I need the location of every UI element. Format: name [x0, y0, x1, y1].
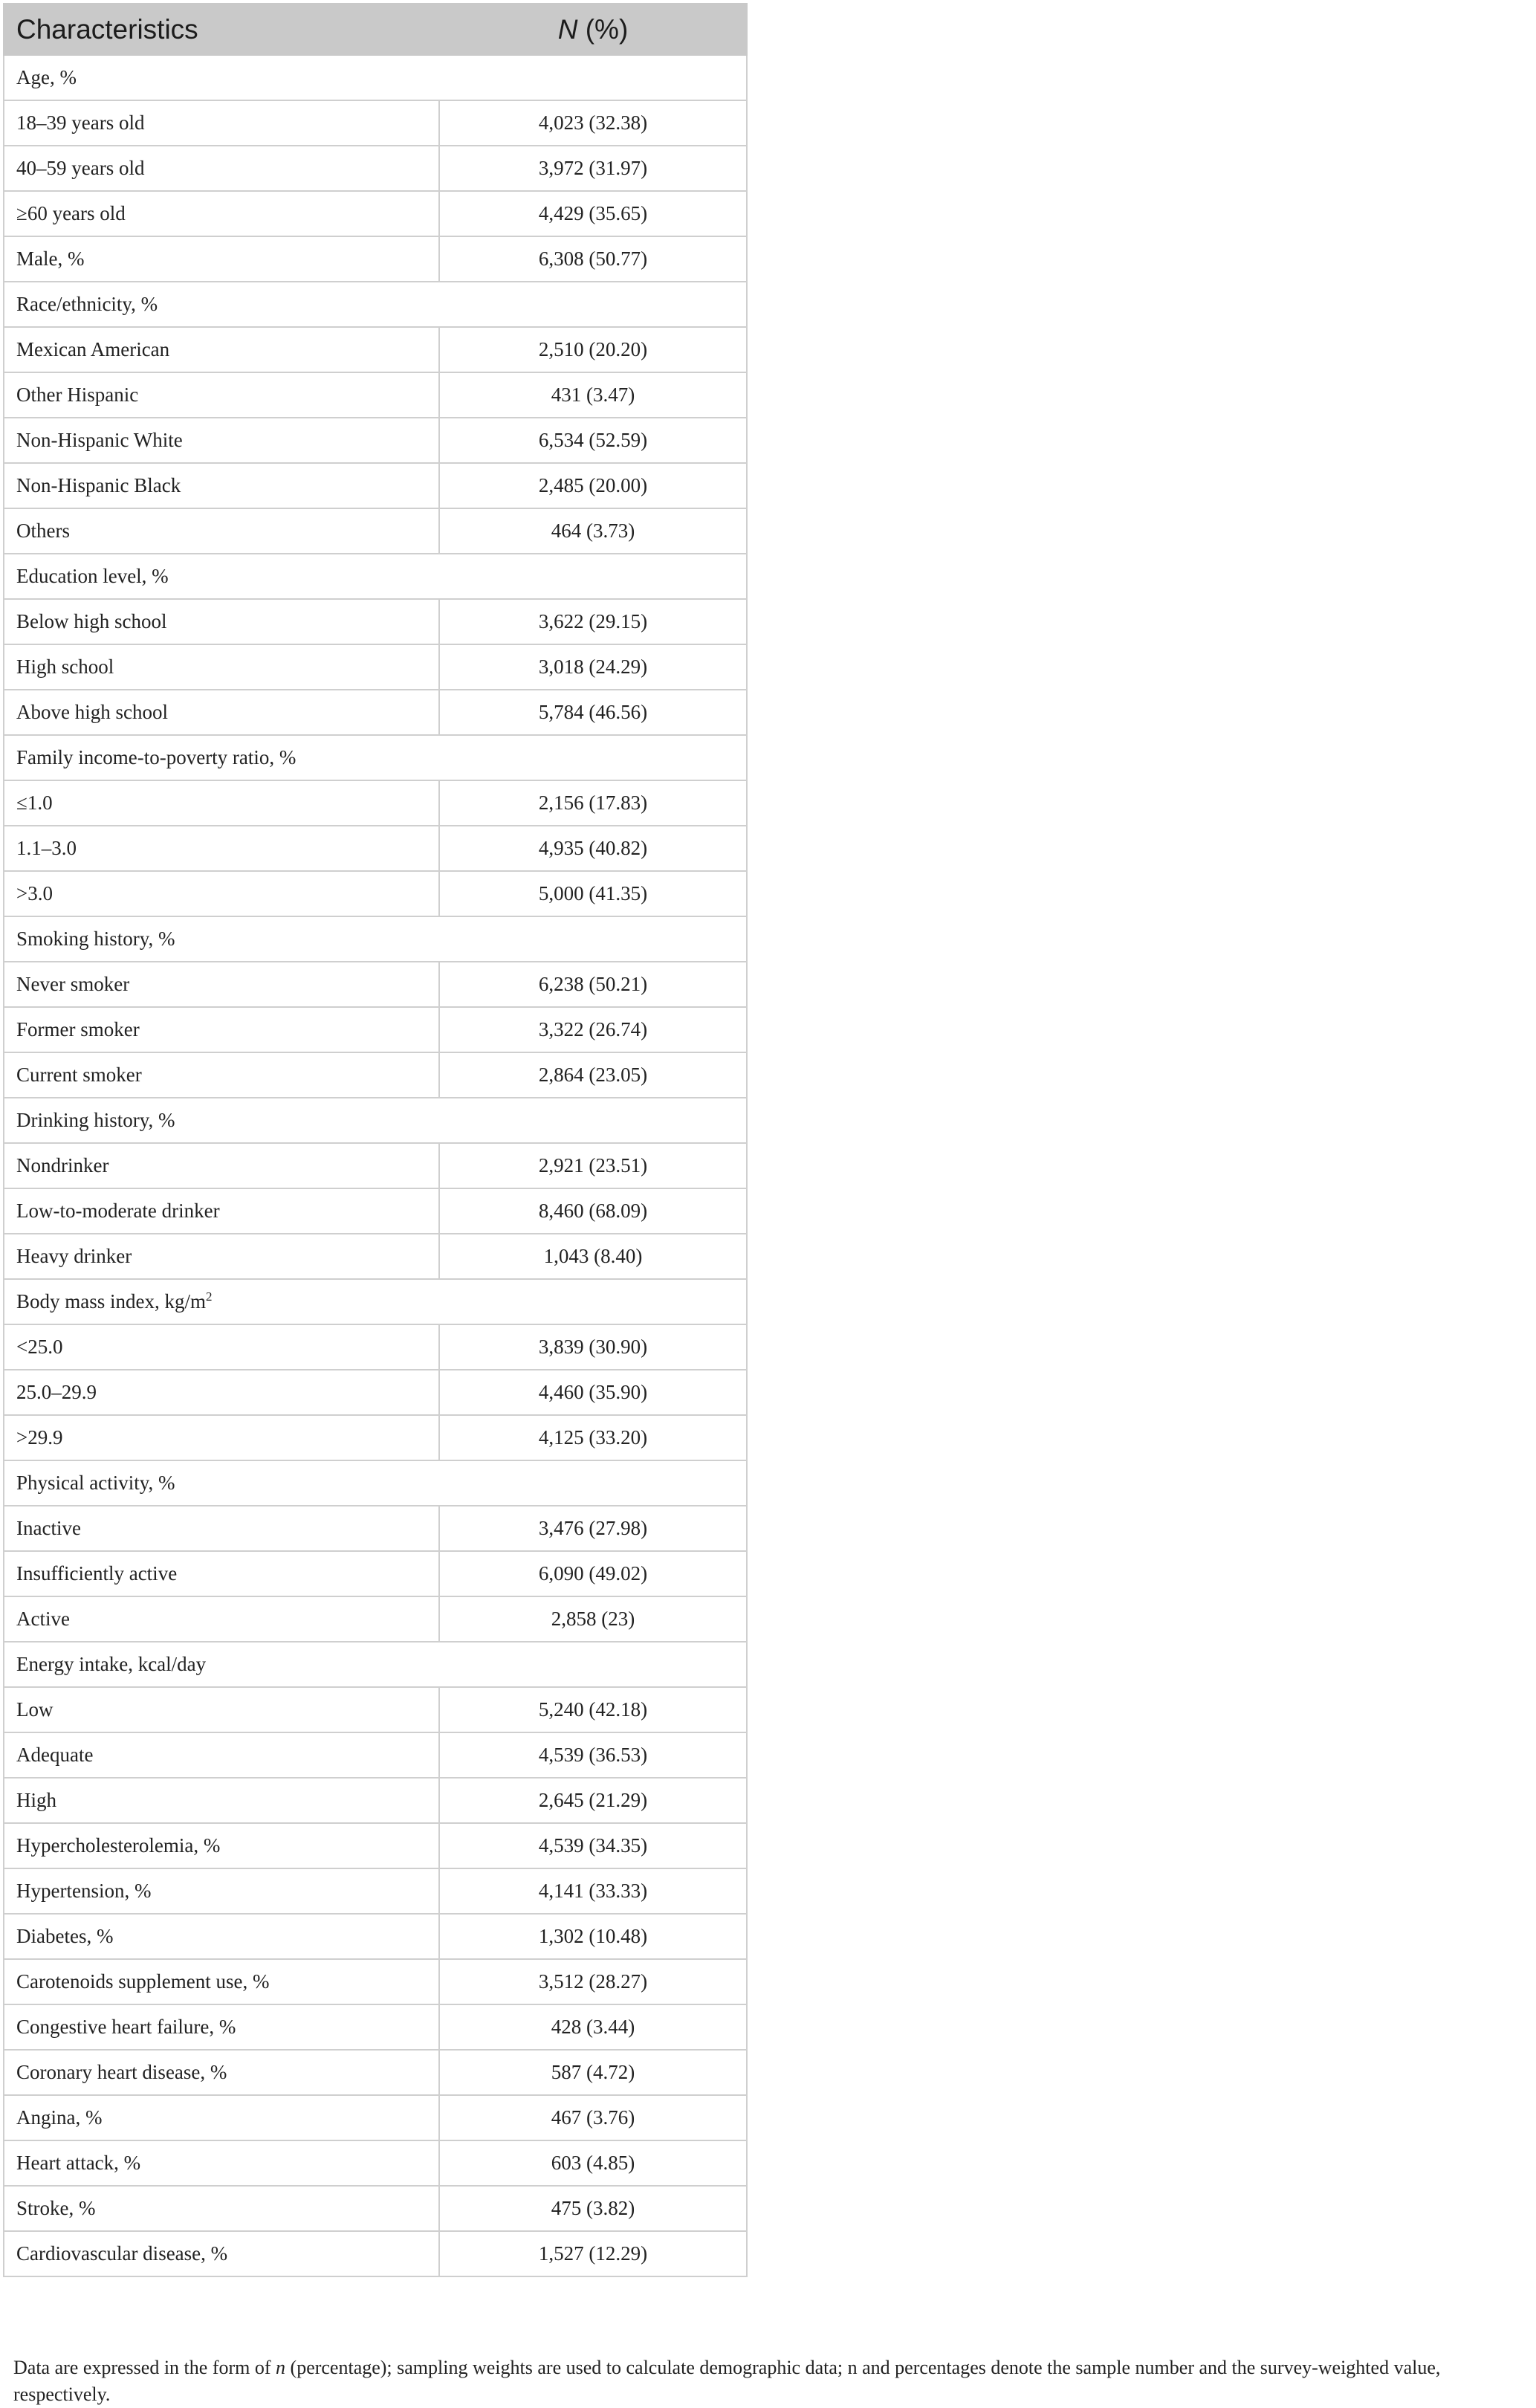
- row-value: 3,512 (28.27): [439, 1959, 747, 2004]
- table-group-row: [4, 1460, 747, 1506]
- row-label: Heart attack, %: [4, 2140, 439, 2186]
- table-row: [4, 2004, 747, 2050]
- table-header-row: [4, 4, 747, 55]
- row-label: ≥60 years old: [4, 191, 439, 236]
- table-row: [4, 1143, 747, 1188]
- table-row: [4, 1370, 747, 1415]
- group-label-superscript: 2: [206, 1289, 213, 1304]
- table-row: [4, 690, 747, 735]
- row-label: 40–59 years old: [4, 146, 439, 191]
- table-footnote: [13, 2354, 1507, 2408]
- row-label: <25.0: [4, 1324, 439, 1370]
- table-row: [4, 146, 747, 191]
- table-row: [4, 1188, 747, 1234]
- group-label-cell: [4, 1279, 747, 1324]
- row-value: 428 (3.44): [439, 2004, 747, 2050]
- row-value: 2,921 (23.51): [439, 1143, 747, 1188]
- row-label: Heavy drinker: [4, 1234, 439, 1279]
- row-value: 6,534 (52.59): [439, 418, 747, 463]
- row-label: Low: [4, 1687, 439, 1732]
- table-row: [4, 1959, 747, 2004]
- table-row: [4, 236, 747, 282]
- table-row: [4, 1007, 747, 1052]
- group-label-cell: [4, 55, 747, 100]
- table-row: [4, 644, 747, 690]
- table-row: [4, 1914, 747, 1959]
- row-label: Non-Hispanic Black: [4, 463, 439, 508]
- table-row: [4, 1596, 747, 1642]
- table-group-row: [4, 1098, 747, 1143]
- row-value: 4,460 (35.90): [439, 1370, 747, 1415]
- row-value: 1,527 (12.29): [439, 2231, 747, 2276]
- table-row: [4, 599, 747, 644]
- row-value: 6,090 (49.02): [439, 1551, 747, 1596]
- row-label: Cardiovascular disease, %: [4, 2231, 439, 2276]
- row-label: Current smoker: [4, 1052, 439, 1098]
- header-n-italic: N: [557, 13, 578, 45]
- row-value: 2,864 (23.05): [439, 1052, 747, 1098]
- row-value: 4,125 (33.20): [439, 1415, 747, 1460]
- table-row: [4, 1732, 747, 1778]
- group-label-cell: [4, 916, 747, 962]
- table-row: [4, 327, 747, 372]
- row-value: 467 (3.76): [439, 2095, 747, 2140]
- row-value: 4,539 (34.35): [439, 1823, 747, 1868]
- row-value: 464 (3.73): [439, 508, 747, 554]
- row-value: 3,839 (30.90): [439, 1324, 747, 1370]
- row-value: 4,429 (35.65): [439, 191, 747, 236]
- row-value: 1,302 (10.48): [439, 1914, 747, 1959]
- table-row: [4, 508, 747, 554]
- table-row: [4, 463, 747, 508]
- row-label: Never smoker: [4, 962, 439, 1007]
- row-value: 3,322 (26.74): [439, 1007, 747, 1052]
- table-row: [4, 1234, 747, 1279]
- group-label: Education level, %: [16, 565, 169, 587]
- row-label: Other Hispanic: [4, 372, 439, 418]
- table-group-row: [4, 282, 747, 327]
- table-row: [4, 1415, 747, 1460]
- table-group-row: [4, 1642, 747, 1687]
- table-row: [4, 1551, 747, 1596]
- group-label-cell: [4, 1098, 747, 1143]
- characteristics-table-container: [3, 3, 746, 2277]
- table-row: [4, 1687, 747, 1732]
- row-label: 1.1–3.0: [4, 826, 439, 871]
- row-label: >29.9: [4, 1415, 439, 1460]
- row-value: 3,622 (29.15): [439, 599, 747, 644]
- row-label: Above high school: [4, 690, 439, 735]
- table-group-row: [4, 1279, 747, 1324]
- row-label: ≤1.0: [4, 780, 439, 826]
- group-label-cell: [4, 735, 747, 780]
- table-row: [4, 1506, 747, 1551]
- table-row: [4, 1052, 747, 1098]
- characteristics-table: [3, 3, 748, 2277]
- row-label: Hypertension, %: [4, 1868, 439, 1914]
- table-row: [4, 100, 747, 146]
- row-value: 431 (3.47): [439, 372, 747, 418]
- table-row: [4, 1868, 747, 1914]
- table-body: [4, 55, 747, 2276]
- header-characteristics: Characteristics: [4, 4, 439, 55]
- footnote-part1: Data are expressed in the form of: [13, 2357, 276, 2378]
- group-label-cell: [4, 1642, 747, 1687]
- row-label: High: [4, 1778, 439, 1823]
- row-value: 4,141 (33.33): [439, 1868, 747, 1914]
- group-label: Drinking history, %: [16, 1109, 175, 1131]
- table-row: [4, 2050, 747, 2095]
- row-value: 6,308 (50.77): [439, 236, 747, 282]
- row-label: Insufficiently active: [4, 1551, 439, 1596]
- row-value: 3,476 (27.98): [439, 1506, 747, 1551]
- row-label: Male, %: [4, 236, 439, 282]
- row-value: 587 (4.72): [439, 2050, 747, 2095]
- row-label: Below high school: [4, 599, 439, 644]
- table-group-row: [4, 55, 747, 100]
- table-row: [4, 962, 747, 1007]
- row-value: 1,043 (8.40): [439, 1234, 747, 1279]
- row-value: 5,000 (41.35): [439, 871, 747, 916]
- row-label: Congestive heart failure, %: [4, 2004, 439, 2050]
- group-label-cell: [4, 1460, 747, 1506]
- row-value: 6,238 (50.21): [439, 962, 747, 1007]
- row-label: Mexican American: [4, 327, 439, 372]
- header-n-suffix: (%): [577, 13, 629, 45]
- row-value: 5,240 (42.18): [439, 1687, 747, 1732]
- row-label: Non-Hispanic White: [4, 418, 439, 463]
- table-row: [4, 780, 747, 826]
- group-label-cell: [4, 282, 747, 327]
- row-value: 3,972 (31.97): [439, 146, 747, 191]
- row-label: Active: [4, 1596, 439, 1642]
- row-label: Diabetes, %: [4, 1914, 439, 1959]
- table-row: [4, 1778, 747, 1823]
- row-value: 4,935 (40.82): [439, 826, 747, 871]
- group-label: Family income-to-poverty ratio, %: [16, 746, 296, 768]
- group-label: Race/ethnicity, %: [16, 293, 158, 315]
- table-group-row: [4, 554, 747, 599]
- row-value: 2,645 (21.29): [439, 1778, 747, 1823]
- row-value: 5,784 (46.56): [439, 690, 747, 735]
- row-value: 2,156 (17.83): [439, 780, 747, 826]
- table-row: [4, 418, 747, 463]
- row-value: 4,023 (32.38): [439, 100, 747, 146]
- table-row: [4, 1324, 747, 1370]
- table-group-row: [4, 916, 747, 962]
- table-row: [4, 372, 747, 418]
- row-label: Coronary heart disease, %: [4, 2050, 439, 2095]
- row-value: 2,485 (20.00): [439, 463, 747, 508]
- group-label: Age, %: [16, 66, 77, 88]
- row-value: 475 (3.82): [439, 2186, 747, 2231]
- table-row: [4, 826, 747, 871]
- row-label: Low-to-moderate drinker: [4, 1188, 439, 1234]
- table-row: [4, 2186, 747, 2231]
- table-row: [4, 2095, 747, 2140]
- table-row: [4, 2231, 747, 2276]
- row-label: >3.0: [4, 871, 439, 916]
- row-label: Inactive: [4, 1506, 439, 1551]
- table-row: [4, 191, 747, 236]
- group-label: Energy intake, kcal/day: [16, 1653, 207, 1675]
- row-value: 2,510 (20.20): [439, 327, 747, 372]
- row-label: 25.0–29.9: [4, 1370, 439, 1415]
- group-label: Smoking history, %: [16, 928, 175, 950]
- row-label: Adequate: [4, 1732, 439, 1778]
- row-label: Former smoker: [4, 1007, 439, 1052]
- footnote-italic-n: n: [276, 2357, 286, 2378]
- table-row: [4, 871, 747, 916]
- row-value: 4,539 (36.53): [439, 1732, 747, 1778]
- table-row: [4, 1823, 747, 1868]
- header-n-percent: [439, 4, 747, 55]
- row-label: Angina, %: [4, 2095, 439, 2140]
- row-value: 603 (4.85): [439, 2140, 747, 2186]
- row-label: Others: [4, 508, 439, 554]
- group-label-cell: [4, 554, 747, 599]
- table-group-row: [4, 735, 747, 780]
- group-label: Physical activity, %: [16, 1472, 175, 1494]
- footnote-part2: (percentage); sampling weights are used to calculate demographic data; n and percentages denote the sample number and the survey-weighted value, respectively.: [13, 2357, 1441, 2405]
- row-label: 18–39 years old: [4, 100, 439, 146]
- row-label: High school: [4, 644, 439, 690]
- row-label: Hypercholesterolemia, %: [4, 1823, 439, 1868]
- group-label: Body mass index, kg/m: [16, 1290, 206, 1313]
- row-value: 2,858 (23): [439, 1596, 747, 1642]
- row-label: Nondrinker: [4, 1143, 439, 1188]
- table-row: [4, 2140, 747, 2186]
- row-value: 3,018 (24.29): [439, 644, 747, 690]
- row-label: Carotenoids supplement use, %: [4, 1959, 439, 2004]
- row-value: 8,460 (68.09): [439, 1188, 747, 1234]
- row-label: Stroke, %: [4, 2186, 439, 2231]
